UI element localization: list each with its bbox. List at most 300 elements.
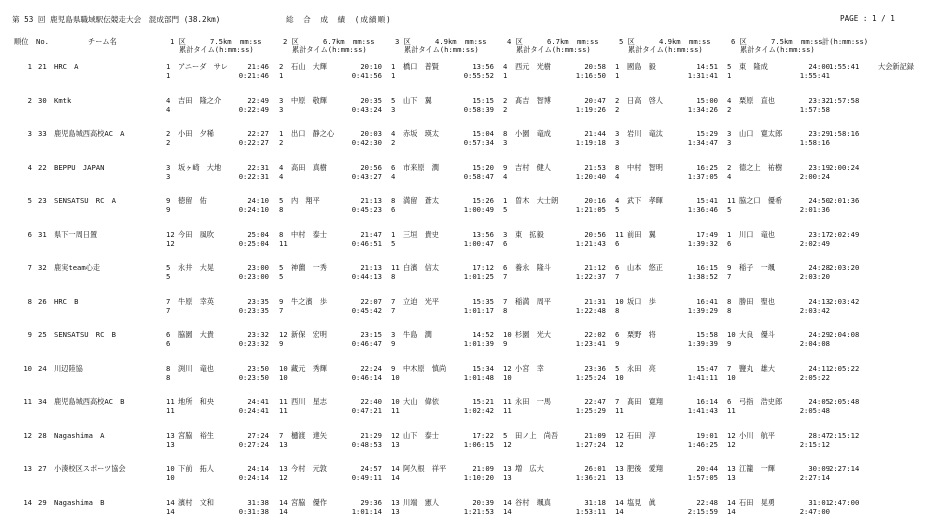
runner-name: 満留 蒼太 [403, 196, 439, 205]
leg-rank: 8 [166, 363, 171, 373]
bib-number-cell: 29 [38, 497, 47, 507]
leg-rank: 4 [503, 62, 508, 71]
leg-rank: 12 [166, 229, 175, 239]
runner-name: 前田 翼 [627, 229, 656, 239]
leg-time: 20:35 [360, 95, 382, 105]
leg-rank: 2 [166, 129, 171, 138]
leg-time: 22:24 [360, 363, 382, 373]
runner-name: 三垣 貴史 [403, 229, 439, 239]
leg-rank: 8 [503, 129, 508, 138]
cumulative-time: 1:02:42 [463, 406, 494, 415]
cumulative-time: 0:55:52 [463, 71, 494, 80]
cumulative-rank: 5 [503, 205, 508, 214]
cumulative-rank: 2 [727, 104, 732, 114]
bib-number-cell: 28 [38, 430, 47, 440]
leg-rank: 4 [727, 95, 732, 105]
leg-rank: 4 [615, 196, 620, 205]
cumulative-time: 1:34:47 [687, 138, 718, 147]
cumulative-rank: 14 [727, 506, 736, 516]
cumulative-time: 1:00:49 [463, 205, 494, 214]
total-time-cell: 2:04:08 [829, 330, 860, 339]
leg-rank: 9 [503, 162, 508, 172]
runner-name: 髙田 寛翔 [627, 397, 663, 406]
leg-rank: 4 [279, 162, 284, 172]
rank-cell: 12 [23, 430, 32, 440]
leg-time: 31:01 [808, 497, 830, 507]
cumulative-time: 1:27:24 [575, 439, 606, 449]
cumulative-rank: 7 [503, 272, 508, 281]
leg-rank: 11 [615, 229, 624, 239]
leg-time: 23:17 [808, 229, 830, 239]
leg-time: 20:16 [584, 196, 606, 205]
leg-rank: 5 [166, 263, 171, 272]
cumulative-time: 1:41:43 [687, 406, 718, 415]
leg-rank: 5 [727, 62, 732, 71]
leg-rank: 8 [391, 196, 396, 205]
cumulative-rank: 8 [279, 205, 284, 214]
team-name-cell: 鹿児島城西高校AC B [54, 397, 125, 406]
leg-header-unit: mm:ss [353, 37, 375, 46]
runner-name: 田ノ上 尚吾 [515, 430, 559, 440]
leg-time: 21:31 [584, 296, 606, 306]
leg-time: 21:53 [584, 162, 606, 172]
rank-cell: 6 [27, 229, 32, 239]
total-time-cell: 1:55:41 [829, 62, 860, 71]
cumulative-time: 1:36:21 [575, 473, 606, 482]
runner-name: アニーダ サレ [178, 62, 228, 71]
leg-time: 20:10 [360, 62, 382, 71]
leg-time: 16:25 [696, 162, 718, 172]
leg-header-cumulative: 累計タイム(h:mm:ss) [292, 45, 367, 54]
leg-time: 16:15 [696, 263, 718, 272]
cumulative-time: 0:22:27 [238, 138, 269, 147]
team-name-cell: Kmtk [54, 95, 72, 105]
cumulative-time: 1:10:20 [463, 473, 494, 482]
team-name-cell: SENSATSU RC A [54, 196, 116, 205]
leg-time: 17:49 [696, 229, 718, 239]
cumulative-time: 0:46:47 [351, 339, 382, 348]
rank-cell: 5 [27, 196, 32, 205]
bib-number-cell: 33 [38, 129, 47, 138]
leg-rank: 14 [615, 497, 624, 507]
bib-number-cell: 21 [38, 62, 47, 71]
cumulative-time: 1:21:53 [463, 506, 494, 516]
rank-cell: 1 [27, 62, 32, 71]
leg-rank: 13 [503, 464, 512, 473]
total-time-cell: 2:27:14 [829, 464, 860, 473]
runner-name: 牛島 潤 [403, 330, 432, 339]
leg-header-distance: 4.9km [659, 37, 681, 46]
runner-name: 阿久根 祥平 [403, 464, 447, 473]
bib-number-cell: 30 [38, 95, 47, 105]
cumulative-rank: 7 [166, 305, 171, 315]
cumulative-time: 1:31:41 [687, 71, 718, 80]
cumulative-time: 0:27:24 [238, 439, 269, 449]
leg-time: 15:58 [696, 330, 718, 339]
leg-time: 21:46 [247, 62, 269, 71]
leg-time: 21:13 [360, 196, 382, 205]
cumulative-time: 0:42:30 [351, 138, 382, 147]
runner-name: 永田 一馬 [515, 397, 551, 406]
leg-header-label: 1 区 [170, 37, 186, 46]
cumulative-rank: 2 [279, 138, 284, 147]
cumulative-time: 0:24:10 [238, 205, 269, 214]
cumulative-time: 1:21:05 [575, 205, 606, 214]
cumulative-rank: 9 [279, 339, 284, 348]
cumulative-rank: 1 [615, 71, 620, 80]
cumulative-time: 1:57:58 [799, 104, 830, 114]
leg-header-label: 6 区 [731, 37, 747, 46]
cumulative-time: 0:58:39 [463, 104, 494, 114]
bib-number-cell: 26 [38, 296, 47, 306]
team-name-cell: 鹿実team心走 [54, 263, 101, 272]
cumulative-time: 1:57:05 [687, 473, 718, 482]
runner-name: 牛原 幸英 [178, 296, 214, 306]
leg-time: 15:35 [472, 296, 494, 306]
cumulative-time: 0:43:27 [351, 171, 382, 181]
leg-rank: 1 [727, 229, 732, 239]
runner-name: 石山 大輝 [291, 62, 327, 71]
leg-time: 24:00 [808, 62, 830, 71]
cumulative-rank: 12 [503, 439, 512, 449]
leg-rank: 11 [503, 397, 512, 406]
leg-rank: 10 [391, 397, 400, 406]
table-row [0, 96, 930, 130]
leg-time: 24:57 [360, 464, 382, 473]
cumulative-rank: 3 [615, 138, 620, 147]
cumulative-time: 0:45:42 [351, 305, 382, 315]
runner-name: 小川 航平 [739, 430, 775, 440]
cumulative-rank: 10 [503, 372, 512, 382]
leg-time: 14:52 [472, 330, 494, 339]
runner-name: 西川 星志 [291, 397, 327, 406]
cumulative-rank: 13 [166, 439, 175, 449]
runner-name: 樋渡 達矢 [291, 430, 327, 440]
leg-rank: 10 [727, 330, 736, 339]
leg-time: 21:09 [472, 464, 494, 473]
cumulative-rank: 14 [615, 506, 624, 516]
cumulative-time: 0:57:34 [463, 138, 494, 147]
cumulative-rank: 8 [503, 305, 508, 315]
leg-time: 27:24 [247, 430, 269, 440]
cumulative-time: 0:47:21 [351, 406, 382, 415]
runner-name: 濱村 文和 [178, 497, 214, 507]
page-indicator: PAGE : 1 / 1 [840, 14, 895, 23]
leg-time: 19:01 [696, 430, 718, 440]
leg-time: 24:28 [808, 263, 830, 272]
cumulative-time: 1:19:26 [575, 104, 606, 114]
leg-header-distance: 7.5km [771, 37, 793, 46]
leg-header-label: 5 区 [619, 37, 635, 46]
cumulative-rank: 14 [166, 506, 175, 516]
cumulative-time: 0:23:32 [238, 339, 269, 348]
leg-time: 16:41 [696, 296, 718, 306]
cumulative-rank: 7 [727, 272, 732, 281]
cumulative-time: 1:01:48 [463, 372, 494, 382]
leg-rank: 7 [503, 296, 508, 306]
cumulative-time: 1:20:40 [575, 171, 606, 181]
cumulative-rank: 9 [166, 205, 171, 214]
cumulative-rank: 8 [166, 372, 171, 382]
leg-time: 23:19 [808, 162, 830, 172]
leg-rank: 3 [615, 129, 620, 138]
col-team: チーム名 [88, 37, 117, 46]
runner-name: 大良 優斗 [739, 330, 775, 339]
runner-name: 弓指 浩史郎 [739, 397, 783, 406]
cumulative-rank: 4 [615, 171, 620, 181]
runner-name: 谷村 颯真 [515, 497, 551, 507]
cumulative-time: 0:21:46 [238, 71, 269, 80]
leg-rank: 12 [279, 330, 288, 339]
cumulative-rank: 8 [727, 305, 732, 315]
cumulative-time: 2:03:20 [799, 272, 830, 281]
cumulative-rank: 13 [615, 473, 624, 482]
table-row [0, 330, 930, 364]
leg-time: 21:29 [360, 430, 382, 440]
team-name-cell: 県下一周日置 [54, 229, 98, 239]
leg-time: 31:18 [584, 497, 606, 507]
cumulative-time: 1:01:14 [351, 506, 382, 516]
leg-header-unit: mm:ss [577, 37, 599, 46]
leg-rank: 14 [166, 497, 175, 507]
leg-rank: 3 [279, 95, 284, 105]
leg-time: 22:27 [247, 129, 269, 138]
cumulative-rank: 6 [727, 238, 732, 248]
leg-rank: 4 [166, 95, 171, 105]
leg-time: 23:15 [360, 330, 382, 339]
leg-rank: 3 [503, 229, 508, 239]
leg-rank: 7 [279, 430, 284, 440]
cumulative-rank: 4 [503, 171, 508, 181]
cumulative-rank: 8 [615, 305, 620, 315]
leg-time: 16:14 [696, 397, 718, 406]
leg-rank: 14 [391, 464, 400, 473]
table-row [0, 62, 930, 96]
leg-time: 15:00 [696, 95, 718, 105]
table-row [0, 129, 930, 163]
leg-rank: 9 [391, 363, 396, 373]
runner-name: 下前 拓人 [178, 464, 214, 473]
leg-header-cumulative: 累計タイム(h:mm:ss) [516, 45, 591, 54]
leg-time: 22:49 [247, 95, 269, 105]
rank-cell: 4 [27, 162, 32, 172]
cumulative-time: 0:22:31 [238, 171, 269, 181]
leg-rank: 9 [279, 296, 284, 306]
leg-time: 23:32 [808, 95, 830, 105]
leg-rank: 6 [727, 397, 732, 406]
runner-name: 山口 寛太郎 [739, 129, 783, 138]
leg-rank: 1 [166, 62, 171, 71]
leg-rank: 10 [615, 296, 624, 306]
cumulative-rank: 4 [727, 171, 732, 181]
leg-rank: 14 [727, 497, 736, 507]
total-time-cell: 2:03:20 [829, 263, 860, 272]
cumulative-time: 2:47:00 [799, 506, 830, 516]
leg-time: 15:04 [472, 129, 494, 138]
cumulative-rank: 6 [166, 339, 171, 348]
runner-name: 石田 淳 [627, 430, 656, 440]
leg-time: 20:03 [360, 129, 382, 138]
cumulative-rank: 13 [391, 439, 400, 449]
runner-name: 渕川 竜也 [178, 363, 214, 373]
cumulative-rank: 8 [391, 272, 396, 281]
leg-rank: 2 [503, 95, 508, 105]
cumulative-rank: 1 [166, 71, 171, 80]
leg-rank: 7 [615, 397, 620, 406]
leg-time: 15:29 [696, 129, 718, 138]
leg-rank: 3 [391, 330, 396, 339]
runner-name: 江籠 一輝 [739, 464, 775, 473]
cumulative-rank: 14 [391, 473, 400, 482]
cumulative-time: 2:15:12 [799, 439, 830, 449]
runner-name: 坂口 歩 [627, 296, 656, 306]
leg-rank: 1 [391, 229, 396, 239]
leg-time: 20:44 [696, 464, 718, 473]
leg-time: 14:51 [696, 62, 718, 71]
runner-name: 今村 元敦 [291, 464, 327, 473]
bib-number-cell: 31 [38, 229, 47, 239]
leg-time: 22:40 [360, 397, 382, 406]
cumulative-time: 1:01:39 [463, 339, 494, 348]
runner-name: 橋口 普賢 [403, 62, 439, 71]
leg-time: 23:32 [247, 330, 269, 339]
leg-rank: 5 [279, 263, 284, 272]
runner-name: 永田 亮 [627, 363, 656, 373]
runner-name: 中原 敬輝 [291, 95, 327, 105]
runner-name: 小田 夕稀 [178, 129, 214, 138]
cumulative-time: 0:46:14 [351, 372, 382, 382]
runner-name: 川端 憲人 [403, 497, 439, 507]
total-time-cell: 2:05:48 [829, 397, 860, 406]
leg-time: 15:26 [472, 196, 494, 205]
leg-time: 17:12 [472, 263, 494, 272]
leg-header-cumulative: 累計タイム(h:mm:ss) [628, 45, 703, 54]
leg-time: 20:56 [584, 229, 606, 239]
runner-name: 地所 和央 [178, 397, 214, 406]
cumulative-time: 1:25:29 [575, 406, 606, 415]
leg-rank: 8 [279, 229, 284, 239]
cumulative-rank: 1 [391, 71, 396, 80]
leg-rank: 5 [279, 196, 284, 205]
leg-time: 20:47 [584, 95, 606, 105]
runner-name: 坂ヶ崎 大地 [178, 162, 222, 172]
rank-cell: 3 [27, 129, 32, 138]
cumulative-rank: 13 [727, 473, 736, 482]
leg-rank: 7 [727, 363, 732, 373]
leg-time: 24:10 [247, 196, 269, 205]
leg-time: 24:50 [808, 196, 830, 205]
cumulative-time: 0:22:49 [238, 104, 269, 114]
runner-name: 藏元 秀輝 [291, 363, 327, 373]
cumulative-time: 1:37:05 [687, 171, 718, 181]
leg-rank: 1 [615, 62, 620, 71]
runner-name: 武下 孝暉 [627, 196, 663, 205]
cumulative-rank: 2 [391, 138, 396, 147]
table-row [0, 464, 930, 498]
runner-name: 中村 智明 [627, 162, 663, 172]
cumulative-rank: 11 [279, 238, 288, 248]
cumulative-rank: 11 [615, 406, 624, 415]
leg-time: 28:47 [808, 430, 830, 440]
rank-cell: 14 [23, 497, 32, 507]
cumulative-time: 2:01:36 [799, 205, 830, 214]
runner-name: 白濱 信太 [403, 263, 439, 272]
bib-number-cell: 34 [38, 397, 47, 406]
leg-rank: 11 [166, 397, 175, 406]
leg-rank: 12 [727, 430, 736, 440]
leg-rank: 2 [615, 95, 620, 105]
leg-rank: 8 [727, 296, 732, 306]
table-row [0, 297, 930, 331]
col-rank: 順位 [14, 37, 29, 46]
leg-rank: 6 [615, 330, 620, 339]
cumulative-time: 1:25:24 [575, 372, 606, 382]
team-name-cell: BEPPU JAPAN [54, 162, 105, 172]
runner-name: 東 拡毅 [515, 229, 544, 239]
runner-name: 大山 偉依 [403, 397, 439, 406]
cumulative-time: 2:15:59 [687, 506, 718, 516]
runner-name: 川口 竜也 [739, 229, 775, 239]
rank-cell: 9 [27, 330, 32, 339]
cumulative-rank: 5 [391, 238, 396, 248]
cumulative-rank: 9 [503, 339, 508, 348]
runner-name: 徳留 佑 [178, 196, 207, 205]
cumulative-time: 1:23:41 [575, 339, 606, 348]
cumulative-rank: 12 [727, 439, 736, 449]
leg-rank: 8 [615, 162, 620, 172]
cumulative-time: 1:22:48 [575, 305, 606, 315]
leg-rank: 3 [727, 129, 732, 138]
bib-number-cell: 23 [38, 196, 47, 205]
runner-name: 宮脇 裕生 [178, 430, 214, 440]
cumulative-rank: 13 [279, 439, 288, 449]
leg-time: 15:34 [472, 363, 494, 373]
total-time-cell: 1:58:16 [829, 129, 860, 138]
leg-time: 24:14 [247, 464, 269, 473]
leg-time: 31:38 [247, 497, 269, 507]
leg-time: 30:09 [808, 464, 830, 473]
runner-name: 山本 悠正 [627, 263, 663, 272]
runner-name: 永井 大晃 [178, 263, 214, 272]
leg-rank: 2 [279, 62, 284, 71]
section-title: 総 合 成 績 (成績順) [286, 15, 392, 24]
leg-time: 22:07 [360, 296, 382, 306]
event-title: 第 53 回 鹿児島県職域駅伝競走大会 混成部門 (38.2km) [12, 15, 221, 24]
leg-time: 15:15 [472, 95, 494, 105]
leg-time: 17:22 [472, 430, 494, 440]
col-no: No. [36, 37, 49, 46]
team-name-cell: Nagashima A [54, 430, 105, 440]
cumulative-time: 1:01:17 [463, 305, 494, 315]
leg-time: 24:13 [808, 296, 830, 306]
leg-time: 13:56 [472, 229, 494, 239]
runner-name: 内 翔平 [291, 196, 320, 205]
leg-header-distance: 4.9km [435, 37, 457, 46]
cumulative-rank: 6 [615, 238, 620, 248]
cumulative-rank: 7 [615, 272, 620, 281]
runner-name: 日高 啓人 [627, 95, 663, 105]
cumulative-rank: 6 [503, 238, 508, 248]
leg-rank: 12 [503, 363, 512, 373]
leg-time: 23:35 [247, 296, 269, 306]
leg-header-label: 3 区 [395, 37, 411, 46]
cumulative-rank: 11 [166, 406, 175, 415]
leg-header-unit: mm:ss [801, 37, 823, 46]
leg-time: 24:41 [247, 397, 269, 406]
runner-name: 石田 晃勇 [739, 497, 775, 507]
cumulative-time: 1:39:39 [687, 339, 718, 348]
cumulative-rank: 9 [391, 339, 396, 348]
